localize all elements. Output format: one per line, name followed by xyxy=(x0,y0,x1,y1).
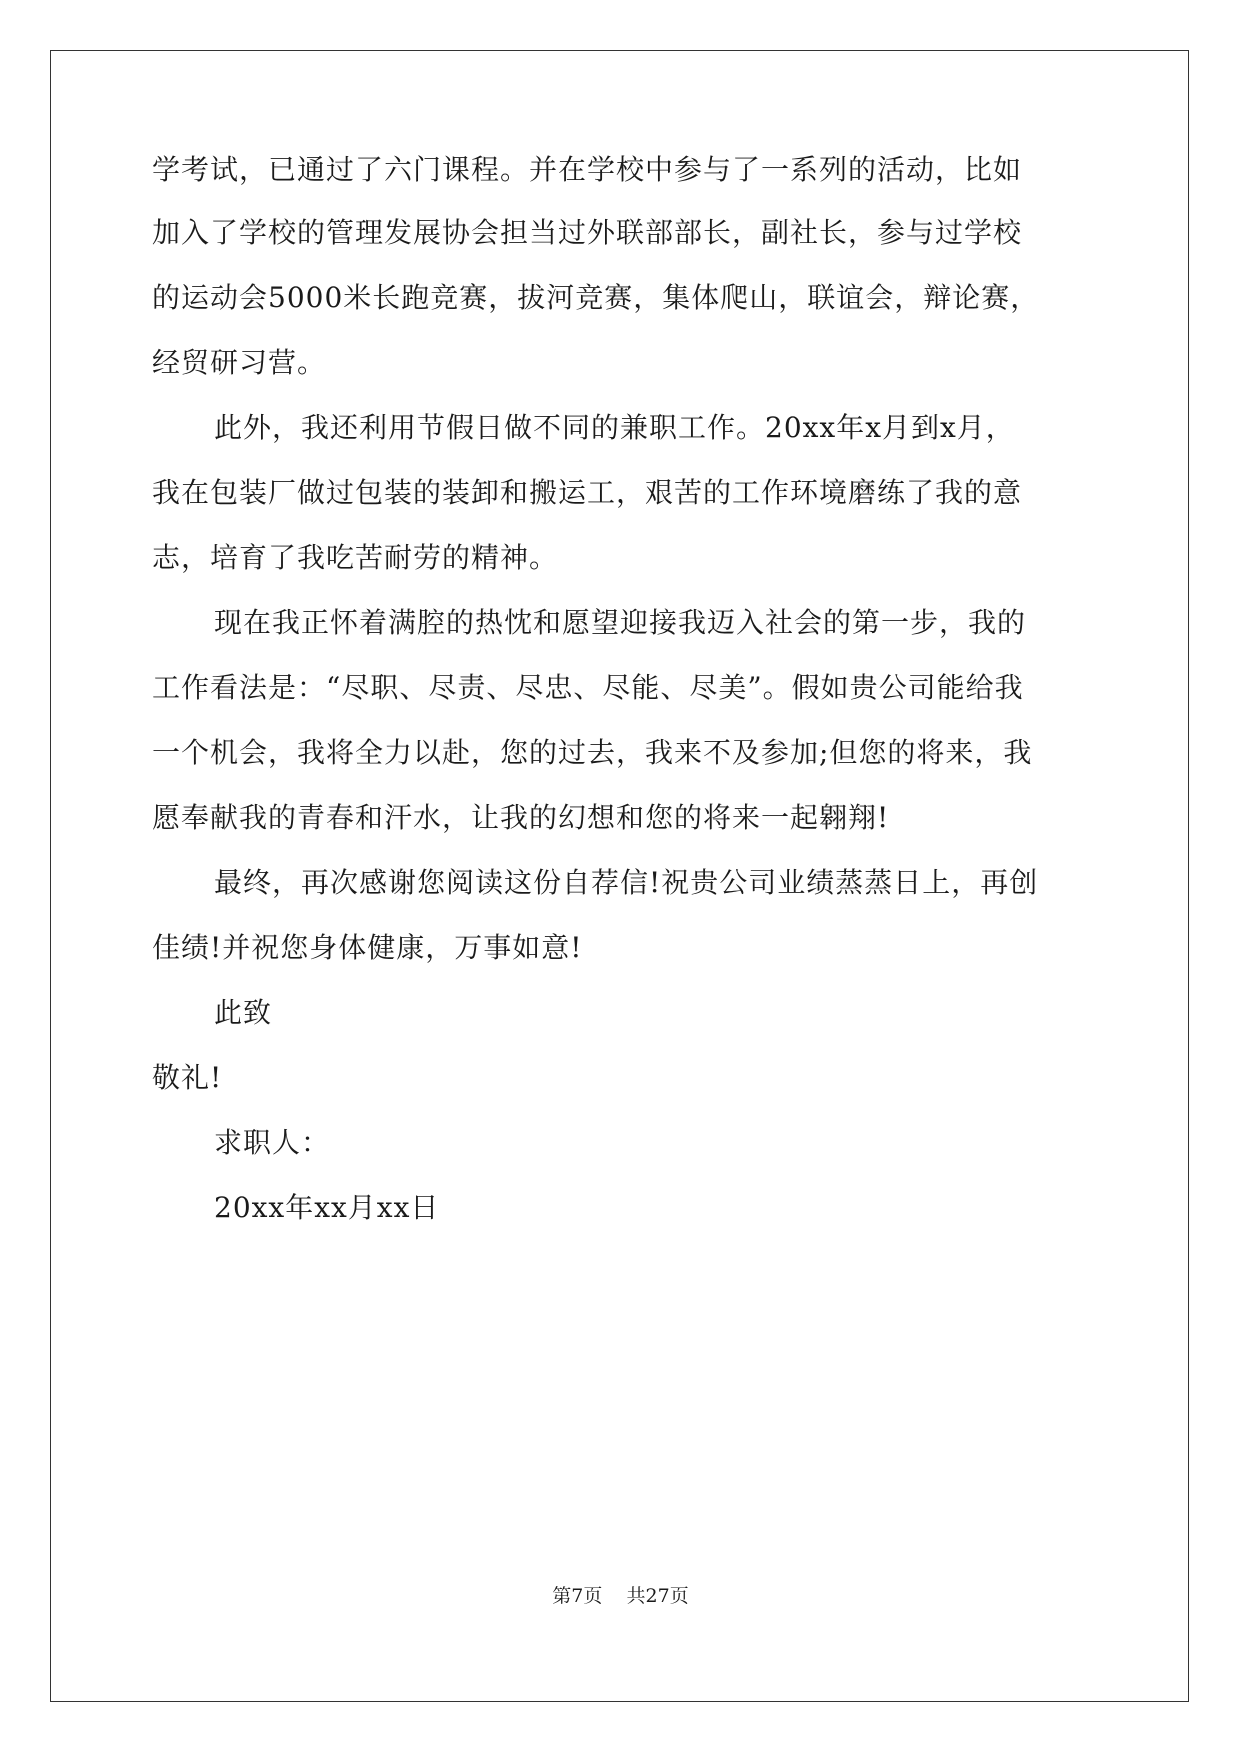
body-line-1: 学考试，已通过了六门课程。并在学校中参与了一系列的活动，比如 xyxy=(152,153,1023,186)
body-line-10: 一个机会，我将全力以赴，您的过去，我来不及参加;但您的将来，我 xyxy=(152,736,1033,769)
body-line-12: 最终，再次感谢您阅读这份自荐信!祝贵公司业绩蒸蒸日上，再创 xyxy=(214,866,1039,899)
body-line-5: 此外，我还利用节假日做不同的兼职工作。20xx年x月到x月， xyxy=(214,411,1015,444)
body-line-3: 的运动会5000米长跑竞赛，拔河竞赛，集体爬山，联谊会，辩论赛， xyxy=(152,281,1040,314)
body-line-6: 我在包装厂做过包装的装卸和搬运工，艰苦的工作环境磨练了我的意 xyxy=(152,476,1023,509)
closing-respect: 敬礼! xyxy=(152,1061,223,1094)
body-line-9: 工作看法是：“尽职、尽责、尽忠、尽能、尽美”。假如贵公司能给我 xyxy=(152,671,1024,704)
closing-salutation: 此致 xyxy=(214,996,273,1029)
body-line-4: 经贸研习营。 xyxy=(152,346,327,379)
body-line-11: 愿奉献我的青春和汗水，让我的幻想和您的将来一起翱翔! xyxy=(152,801,890,834)
date-line: 20xx年xx月xx日 xyxy=(214,1191,440,1224)
page-number: 第7页 共27页 xyxy=(552,1585,689,1607)
signature-label: 求职人： xyxy=(214,1126,331,1159)
body-line-7: 志，培育了我吃苦耐劳的精神。 xyxy=(152,541,559,574)
body-line-8: 现在我正怀着满腔的热忱和愿望迎接我迈入社会的第一步，我的 xyxy=(214,606,1027,639)
body-line-2: 加入了学校的管理发展协会担当过外联部部长，副社长，参与过学校 xyxy=(152,216,1023,249)
body-line-13: 佳绩!并祝您身体健康，万事如意! xyxy=(152,931,583,964)
